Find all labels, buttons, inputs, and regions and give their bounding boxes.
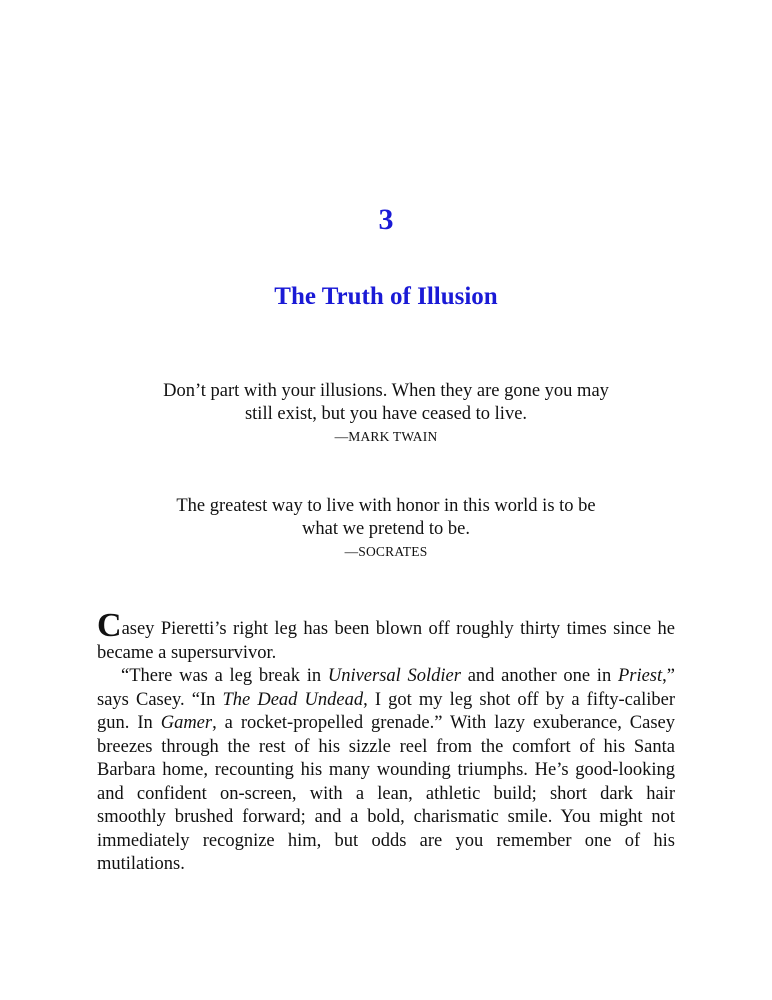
epigraph-socrates (150, 495, 622, 561)
chapter-title: The Truth of Illusion (274, 283, 498, 310)
paragraph (97, 607, 675, 665)
paragraph (97, 665, 675, 877)
text-span: says Casey. “In (97, 689, 223, 710)
film-title: Gamer (160, 713, 213, 733)
text-line: immediately recognize him, but odds are you remember one of his (97, 830, 675, 851)
text-line (97, 665, 675, 689)
epigraph-twain (150, 380, 622, 446)
text-line: breezes through the rest of his sizzle reel from the comfort of his Santa (97, 736, 675, 757)
text-span: “There was a leg break in (121, 666, 328, 686)
text-line: became a supersurvivor. (97, 642, 277, 663)
epigraph-attribution: —SOCRATES (344, 544, 428, 559)
epigraph-line: The greatest way to live with honor in this world is to be (176, 496, 596, 516)
text-span: gun. In (97, 713, 161, 733)
text-span: , I got my leg shot off by a fifty-caliber (363, 689, 675, 710)
text-line: Barbara home, recounting his many wounding triumphs. He’s good-looking (97, 760, 675, 780)
text-line: smoothly brushed forward; and a bold, charismatic smile. You might not (97, 807, 675, 827)
text-line (97, 712, 675, 736)
epigraph-attribution: —MARK TWAIN (334, 429, 438, 444)
epigraph-line: Don’t part with your illusions. When they are gone you may (163, 381, 609, 401)
text-span: and another one in (460, 666, 618, 686)
chapter-number: 3 (378, 203, 394, 236)
film-title: The Dead Undead (222, 689, 364, 710)
text-line (97, 689, 675, 713)
drop-cap: C (97, 607, 122, 644)
chapter-body (97, 607, 675, 877)
epigraph-quote (150, 495, 622, 541)
epigraph-line: what we pretend to be. (302, 519, 470, 539)
film-title: Priest (617, 666, 663, 686)
epigraph-line: still exist, but you have ceased to live. (244, 404, 528, 424)
text-line: and confident on-screen, with a lean, athletic build; short dark hair (97, 783, 675, 804)
text-span: ,” (662, 666, 675, 686)
text-span: asey Pieretti’s right leg has been blown off roughly thirty times since he (121, 619, 675, 639)
epigraph-quote (150, 380, 622, 426)
film-title: Universal Soldier (327, 666, 461, 686)
text-line (97, 607, 675, 644)
text-line: mutilations. (97, 854, 185, 874)
text-span: , a rocket-propelled grenade.” With lazy exuberance, Casey (212, 713, 675, 733)
